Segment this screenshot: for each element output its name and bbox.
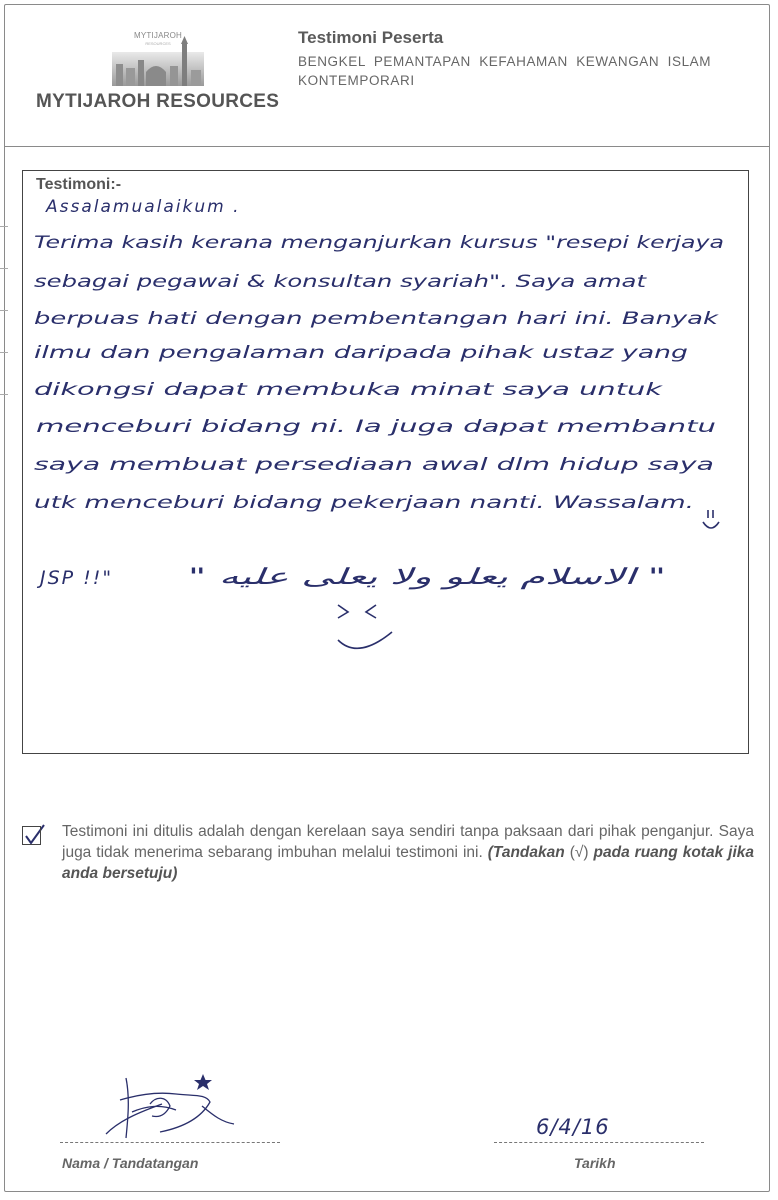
- signature-label: Nama / Tandatangan: [62, 1155, 199, 1171]
- logo-wordmark: MYTIJAROH RESOURCES: [36, 91, 280, 112]
- handwritten-line: ilmu dan pengalaman daripada pihak ustaz yang: [34, 343, 689, 363]
- signature-line[interactable]: [60, 1142, 280, 1143]
- agreement-checkbox[interactable]: [22, 826, 41, 845]
- edge-mark: [0, 268, 8, 269]
- handwritten-line: utk menceburi bidang pekerjaan nanti. Wassalam.: [34, 493, 694, 513]
- handwritten-line: dikongsi dapat membuka minat saya untuk: [34, 380, 664, 400]
- handwritten-line: sebagai pegawai & konsultan syariah". Saya amat: [34, 272, 648, 292]
- page-subtitle: BENGKEL PEMANTAPAN KEFAHAMAN KEWANGAN ISLAM KONTEMPORARI: [298, 54, 712, 88]
- handwritten-line: berpuas hati dengan pembentangan hari ini. Banyak: [34, 309, 720, 329]
- agreement-text: [62, 821, 754, 884]
- agreement-instruction-a: (Tandakan: [487, 844, 565, 861]
- motto-latin: JSP !!": [40, 567, 114, 589]
- logo-mini-text: MYTIJAROH: [133, 31, 183, 40]
- logo-mini-subtext: RESOURCES: [145, 41, 171, 46]
- edge-mark: [0, 352, 8, 353]
- handwritten-line: Terima kasih kerana menganjurkan kursus "resepi kerjaya: [34, 233, 724, 253]
- edge-mark: [0, 226, 8, 227]
- testimony-box[interactable]: [22, 170, 749, 754]
- agreement-instruction-b: pada ruang kotak jika anda bersetuju): [62, 844, 755, 882]
- tick-symbol: (√): [569, 844, 589, 861]
- company-logo: [36, 26, 280, 116]
- edge-mark: [0, 394, 8, 395]
- motto-arabic: " الاسلام يعلو ولا يعلى عليه ": [188, 565, 653, 590]
- date-label: Tarikh: [574, 1155, 616, 1171]
- handwritten-line: saya membuat persediaan awal dlm hidup saya: [34, 455, 714, 475]
- page-title: Testimoni Peserta: [298, 28, 444, 47]
- edge-mark: [0, 310, 8, 311]
- mosque-skyline-icon: [112, 26, 204, 86]
- handwritten-line: menceburi bidang ni. Ia juga dapat membantu: [36, 417, 717, 437]
- handwritten-line: Assalamualaikum .: [46, 197, 241, 217]
- date-line[interactable]: [494, 1142, 704, 1143]
- date-value: 6/4/16: [536, 1115, 610, 1139]
- header-divider: [4, 146, 770, 147]
- agreement-statement: Testimoni ini ditulis adalah dengan kerelaan saya sendiri tanpa paksaan dari pihak penganjur. Saya juga tidak menerima sebarang imbuhan melalui testimoni ini.: [62, 823, 754, 861]
- testimony-label: Testimoni:-: [36, 176, 122, 193]
